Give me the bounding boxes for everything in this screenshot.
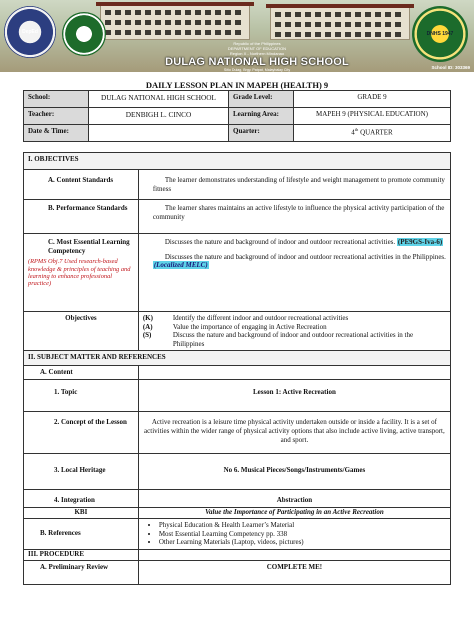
teacher-label: Teacher: (24, 108, 89, 125)
content-value (138, 366, 450, 380)
content-standards-label: A. Content Standards (24, 170, 139, 200)
objective-k: (K) Identify the different indoor and outdoor recreational activities (142, 314, 349, 322)
objectives-label: Objectives (24, 312, 139, 351)
performance-standards-label: B. Performance Standards (24, 200, 139, 234)
banner-text (110, 41, 404, 72)
integration-value: Abstraction (138, 490, 450, 508)
heritage-label: 3. Local Heritage (24, 454, 139, 490)
date-label: Date & Time: (24, 125, 89, 142)
integration-label: 4. Integration (24, 490, 139, 508)
objective-a: (A) Value the importance of engaging in Active Recreation (142, 322, 327, 331)
reference-item: • Other Learning Materials (Laptop, videos, pictures) (159, 538, 446, 547)
reference-item: • Most Essential Learning Competency pp. 338 (159, 530, 446, 539)
content-label: A. Content (24, 366, 139, 380)
rpms-note: (RPMS Obj.7 Used research-based knowledge & principles of teaching and learning to enhance professional practice) (28, 258, 131, 288)
performance-standards-text: The learner shares maintains an active lifestyle to influence the physical activity participation of the community (138, 200, 450, 234)
roof-right (266, 4, 414, 8)
department-text: DEPARTMENT OF EDUCATION (227, 46, 287, 51)
school-address: Sitio Dulag, Brgy. Patpat, Malaybalay City (223, 68, 291, 72)
melc-text-cell (138, 234, 450, 312)
concept-label: 2. Concept of the Lesson (24, 412, 139, 454)
region-text: Region X - Northern Mindanao (229, 51, 285, 56)
school-id: School ID: 303369 (431, 65, 470, 70)
roof-left (96, 2, 254, 6)
review-label: A. Preliminary Review (24, 560, 139, 584)
header-banner (0, 0, 474, 72)
grade-value: GRADE 9 (294, 91, 451, 108)
school-seal-icon: DNHS 1947 (412, 6, 468, 62)
school-value: DULAG NATIONAL HIGH SCHOOL (89, 91, 229, 108)
school-building-right (270, 6, 410, 40)
melc-label: C. Most Essential Learning Competency (48, 238, 130, 255)
date-value (89, 125, 229, 142)
melc-text-1: Discusses the nature and background of indoor and outdoor recreational activities. (PE9GS-Iva-6) (164, 238, 443, 246)
area-value: MAPEH 9 (PHYSICAL EDUCATION) (294, 108, 451, 125)
melc-text-2: Discusses the nature and background of indoor and outdoor recreational activities in the Philippines. (Localized MELC) (153, 252, 446, 270)
objective-s: (S) Discuss the nature and background of indoor and outdoor recreational activities in the Philippines (142, 331, 414, 348)
subject-heading: II. SUBJECT MATTER AND REFERENCES (24, 351, 451, 366)
topic-value: Lesson 1: Active Recreation (138, 380, 450, 412)
content-standards-text: The learner demonstrates understanding of lifestyle and weight management to promote community fitness (138, 170, 450, 200)
topic-label: 1. Topic (24, 380, 139, 412)
objectives-kas-cell (138, 312, 450, 351)
quarter-label: Quarter: (229, 125, 294, 142)
page-title: DAILY LESSON PLAN IN MAPEH (HEALTH) 9 (145, 80, 329, 90)
localized-code: (Localized MELC) (153, 261, 208, 270)
school-label: School: (24, 91, 89, 108)
grade-label: Grade Level: (229, 91, 294, 108)
objectives-heading: I. OBJECTIVES (24, 153, 451, 170)
procedure-heading: III. PROCEDURE (24, 549, 139, 560)
quarter-value: 4th QUARTER (294, 125, 451, 142)
area-label: Learning Area: (229, 108, 294, 125)
deped-seal-icon: DepEd (4, 6, 56, 58)
school-name-banner: DULAG NATIONAL HIGH SCHOOL (165, 56, 349, 68)
reference-item: • Physical Education & Health Learner’s Material (159, 521, 446, 530)
lesson-plan-table (23, 152, 451, 585)
teacher-value: DENBIGH L. CINCO (89, 108, 229, 125)
kbi-label: KBI (24, 507, 139, 518)
melc-cell (24, 234, 139, 312)
references-label: B. References (24, 518, 139, 549)
school-building-left (100, 4, 250, 40)
concept-value: Active recreation is a leisure time physical activity undertaken outside or inside a facility. It is a set of activities within the wider range of physical activity options that also include active living, active transport, and sport. (138, 412, 450, 454)
kbi-value: Value the Importance of Participating in an Active Recreation (138, 507, 450, 518)
republic-text: Republic of the Philippines (233, 41, 281, 46)
references-cell (138, 518, 450, 549)
heritage-value: No 6. Musical Pieces/Songs/Instruments/Games (138, 454, 450, 490)
references-list (139, 521, 446, 547)
division-seal-icon (62, 12, 106, 56)
procedure-blank (138, 549, 450, 560)
review-value: COMPLETE ME! (138, 560, 450, 584)
melc-code: (PE9GS-Iva-6) (397, 238, 443, 246)
info-table (23, 90, 451, 142)
